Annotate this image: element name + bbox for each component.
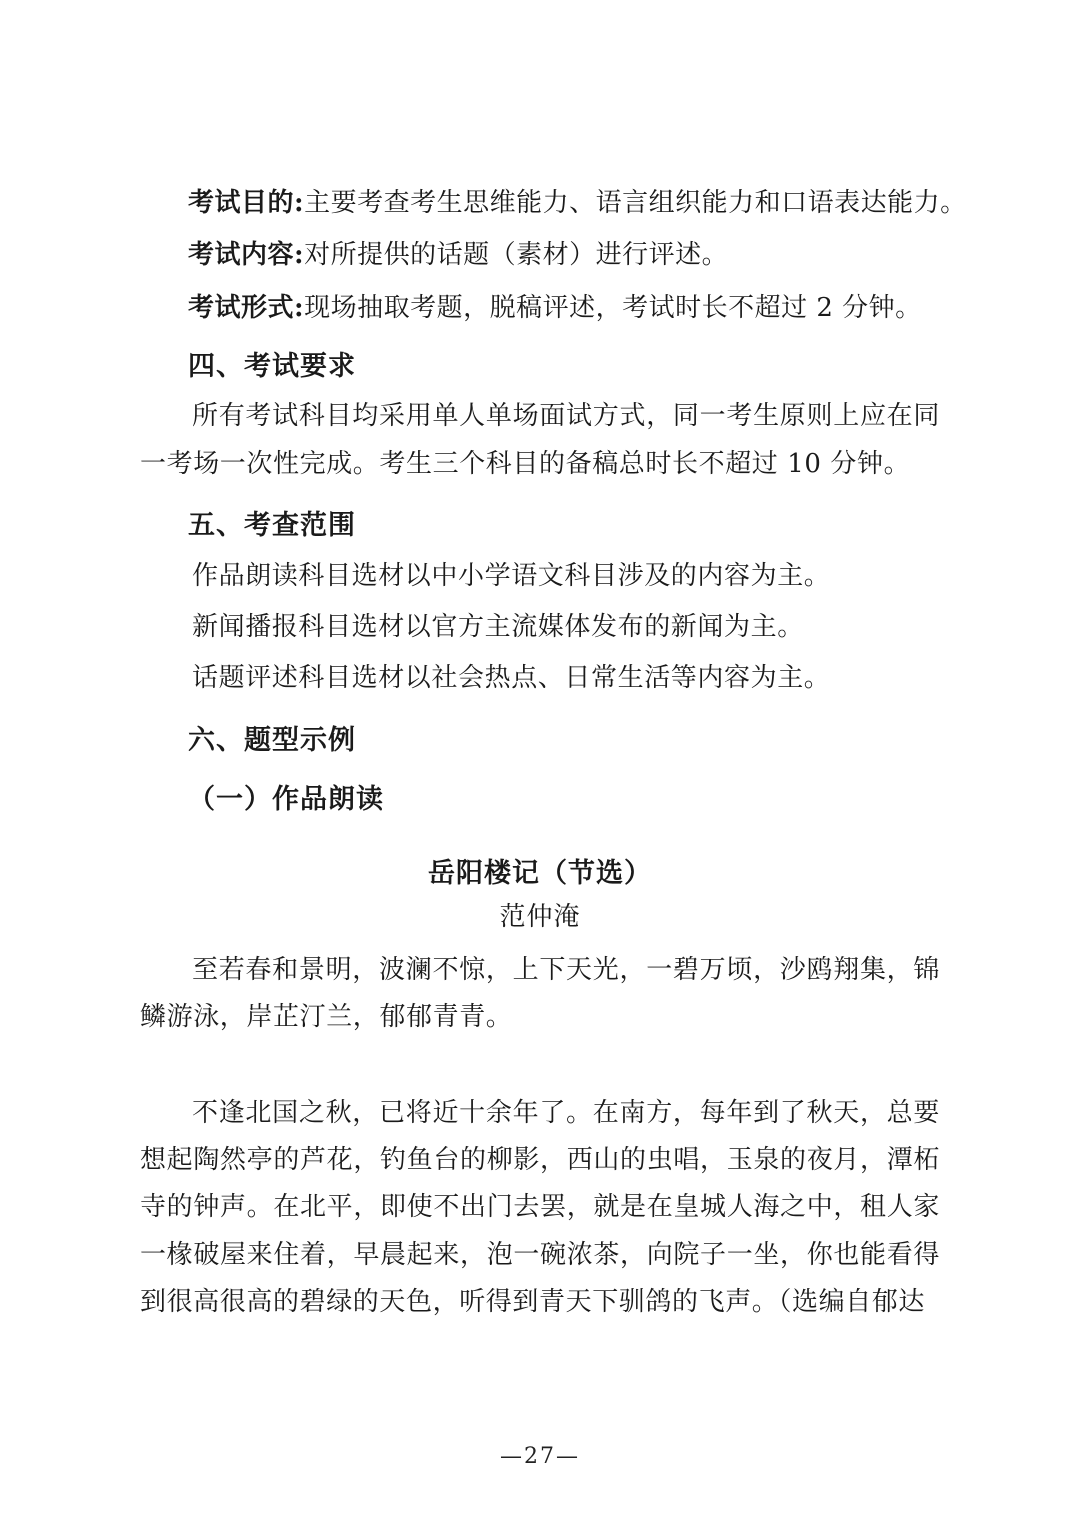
exam-purpose-label: 考试目的: (188, 188, 305, 218)
page-content (140, 180, 967, 1326)
work-excerpt-text: 至若春和景明，波澜不惊，上下天光，一碧万顷，沙鸥翔集，锦鳞游泳，岸芷汀兰，郁郁青青。 (140, 955, 940, 1033)
section-five-paragraph-3: 话题评述科目选材以社会热点、日常生活等内容为主。 (192, 663, 831, 694)
section-five-paragraph-2: 新闻播报科目选材以官方主流媒体发布的新闻为主。 (192, 611, 804, 642)
exam-purpose-line (140, 180, 967, 226)
section-heading-six: 六、题型示例 (188, 724, 356, 756)
page-number: —27— (500, 1444, 580, 1469)
second-excerpt-text: 不逢北国之秋，已将近十余年了。在南方，每年到了秋天，总要想起陶然亭的芦花，钓鱼台的柳影，西山的虫唱，玉泉的夜月，潭柘寺的钟声。在北平，即使不出门去罢，就是在皇城人海之中，租人家一椽破屋来住着，早晨起来，泡一碗浓茶，向院子一坐，你也能看得到很高很高的碧绿的天色，听得到青天下驯鸽的飞声。（选编自郁达 (140, 1097, 940, 1317)
exam-content-text: 对所提供的话题（素材）进行评述。 (304, 240, 729, 271)
exam-format-label: 考试形式: (188, 292, 305, 323)
section-heading-five: 五、考查范围 (188, 510, 356, 542)
section-four-paragraph: 所有考试科目均采用单人单场面试方式，同一考生原则上应在同一考场一次性完成。考生三个科目的备稿总时长不超过 10 分钟。 (140, 401, 940, 479)
subsection-heading-reading: （一）作品朗读 (188, 784, 384, 816)
exam-content-line (140, 232, 940, 278)
exam-content-label: 考试内容: (188, 240, 305, 271)
section-heading-four: 四、考试要求 (188, 350, 356, 382)
exam-format-text: 现场抽取考题，脱稿评述，考试时长不超过 2 分钟。 (304, 292, 922, 323)
exam-purpose-text: 主要考查考生思维能力、语言组织能力和口语表达能力。 (304, 188, 967, 218)
work-title: 岳阳楼记（节选） (428, 858, 652, 890)
exam-format-line (140, 285, 940, 331)
section-five-paragraph-1: 作品朗读科目选材以中小学语文科目涉及的内容为主。 (192, 560, 831, 591)
paragraph-spacer (140, 1046, 940, 1090)
work-author: 范仲淹 (499, 902, 581, 933)
